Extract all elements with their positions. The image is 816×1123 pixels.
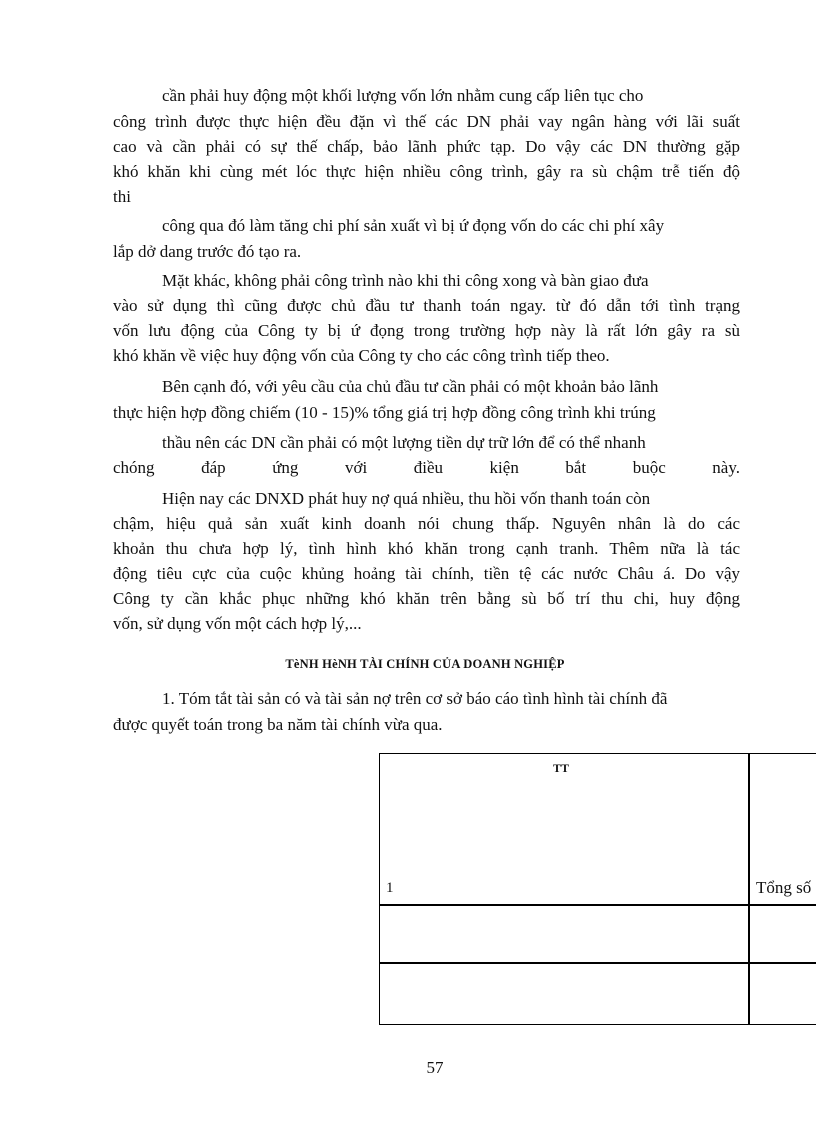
table-header-tt: TT xyxy=(553,761,570,775)
text-line: khó khăn khi cùng mét lóc thực hiện nhiều công trình, gây ra sù chậm trễ tiến độ xyxy=(113,162,740,181)
text-line: 1. Tóm tắt tài sản có và tài sản nợ trên cơ sở báo cáo tình hình tài chính đã xyxy=(162,689,668,708)
section-heading: TèNH HèNH TÀI CHÍNH CỦA DOANH NGHIỆP xyxy=(285,657,565,671)
text-line: Hiện nay các DNXD phát huy nợ quá nhiều, thu hồi vốn thanh toán còn xyxy=(162,489,651,508)
text-line: chóng đáp ứng với điều kiện bắt buộc này. xyxy=(113,458,740,477)
table-column-divider xyxy=(748,753,750,1025)
table-row-divider xyxy=(379,904,816,906)
text-line: Công ty cần khắc phục những khó khăn trên bằng sù bố trí thu chi, huy động xyxy=(113,589,740,608)
text-line: thực hiện hợp đồng chiếm (10 - 15)% tổng giá trị hợp đồng công trình khi trúng xyxy=(113,403,656,422)
text-line: động tiêu cực của cuộc khủng hoảng tài chính, tiền tệ các nước Châu á. Do vậy xyxy=(113,564,740,583)
text-line: cao và cần phải có sự thế chấp, bảo lãnh phức tạp. Do vậy các DN thường gặp xyxy=(113,137,740,156)
text-line: vốn, sử dụng vốn một cách hợp lý,... xyxy=(113,614,362,633)
text-line: thi xyxy=(113,187,131,206)
table-header-total: Tổng số xyxy=(756,878,812,897)
text-line: công qua đó làm tăng chi phí sản xuất vì bị ứ đọng vốn do các chi phí xây xyxy=(162,216,665,235)
text-line: Mặt khác, không phải công trình nào khi thi công xong và bàn giao đưa xyxy=(162,271,649,290)
table-row-divider xyxy=(379,962,816,964)
text-line: chậm, hiệu quả sản xuất kinh doanh nói chung thấp. Nguyên nhân là do các xyxy=(113,514,740,533)
text-line: công trình được thực hiện đều đặn vì thế các DN phải vay ngân hàng với lãi suất xyxy=(113,112,740,131)
text-line: lắp dở dang trước đó tạo ra. xyxy=(113,242,302,261)
text-line: khoản thu chưa hợp lý, tình hình khó khăn trong cạnh tranh. Thêm nữa là tác xyxy=(113,539,740,558)
text-line: Bên cạnh đó, với yêu cầu của chủ đầu tư cần phải có một khoản bảo lãnh xyxy=(162,377,659,396)
text-line: cần phải huy động một khối lượng vốn lớn nhằm cung cấp liên tục cho xyxy=(162,86,644,105)
text-line: vốn lưu động của Công ty bị ứ đọng trong trường hợp này là rất lớn gây ra sù xyxy=(113,321,740,340)
page-number: 57 xyxy=(426,1058,444,1077)
text-line: được quyết toán trong ba năm tài chính vừa qua. xyxy=(113,715,443,734)
financial-summary-table xyxy=(379,753,816,1025)
text-line: thầu nên các DN cần phải có một lượng tiền dự trữ lớn để có thể nhanh xyxy=(162,433,646,452)
text-line: vào sử dụng thì cũng được chủ đầu tư thanh toán ngay. từ đó dẫn tới tình trạng xyxy=(113,296,740,315)
text-line: khó khăn về việc huy động vốn của Công ty cho các công trình tiếp theo. xyxy=(113,346,610,365)
table-cell-index: 1 xyxy=(386,880,394,896)
